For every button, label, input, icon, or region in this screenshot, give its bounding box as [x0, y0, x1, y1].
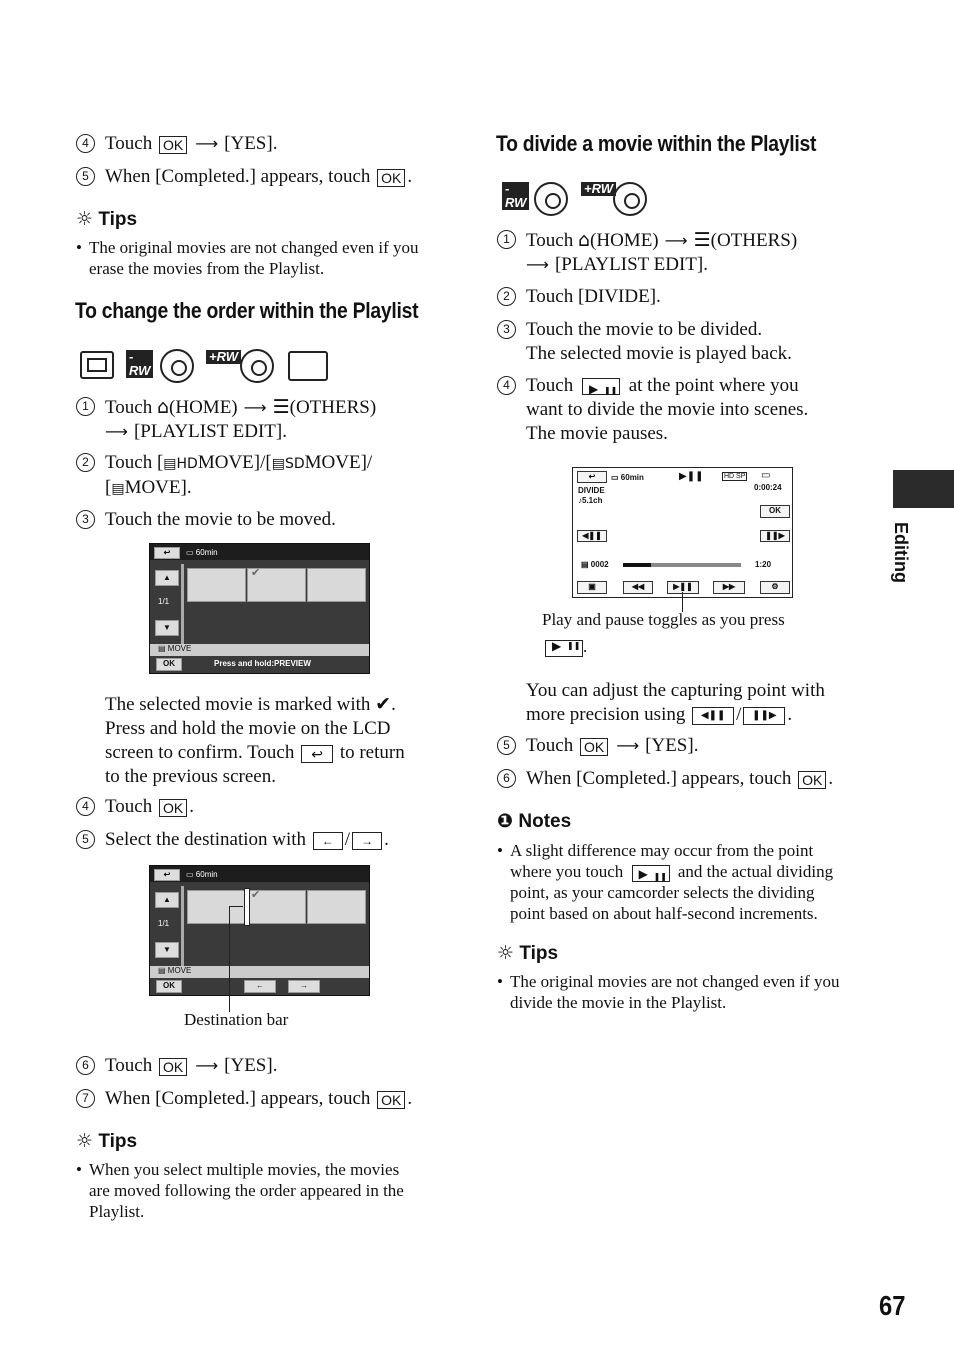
- frame-back-icon: ◀❚❚: [577, 530, 607, 542]
- tips-heading: ☼ Tips: [76, 208, 138, 230]
- card-movie-icon: ▤: [111, 481, 125, 497]
- menu-icon: ▣: [577, 581, 607, 594]
- scroll-up-icon: ▲: [155, 570, 179, 586]
- section-tab: [893, 470, 954, 508]
- arrow-right-icon: ⟶: [526, 255, 549, 274]
- rewind-icon: ◀◀: [623, 581, 653, 594]
- ok-key: OK: [377, 169, 405, 187]
- arrow-right-icon: ⟶: [243, 398, 267, 417]
- thumbnail-selected: [247, 890, 306, 924]
- ok-key: OK: [580, 738, 608, 756]
- return-icon: ↩: [154, 869, 180, 881]
- media-icon: ▭: [611, 473, 619, 482]
- lcd-play-pause-icon: ▶❚❚: [667, 581, 699, 594]
- media-icon: ▭: [186, 548, 194, 557]
- play-status-icon: ▶❚❚: [679, 471, 704, 482]
- destination-bar: [244, 888, 250, 926]
- battery-icon: ▭: [761, 470, 771, 481]
- leader-line: [682, 592, 683, 612]
- movie-icon: ▤: [581, 560, 589, 569]
- card-icon: [288, 351, 328, 381]
- lcd-screen-destination: ↩ ▭ 60min ▲ 1/1 ▼ ✔ ▤ MOVE OK ← →: [149, 865, 370, 996]
- rw-minus-label: -RW: [126, 350, 153, 378]
- memory-icon: [80, 351, 114, 379]
- check-icon: ✔: [251, 566, 261, 579]
- lightbulb-icon: ☼: [76, 1130, 94, 1152]
- others-icon: ☰: [272, 396, 290, 418]
- rw-minus-label: -RW: [502, 182, 529, 210]
- progress-fill: [623, 563, 651, 567]
- arrow-right-icon: ⟶: [195, 134, 219, 153]
- home-icon: ⌂: [577, 229, 591, 251]
- ok-key: OK: [798, 771, 826, 789]
- play-pause-icon: [545, 640, 583, 657]
- audio-icon: ♪: [578, 496, 582, 505]
- settings-icon: ⚙: [760, 581, 790, 594]
- battery-cap: ▭ 60min: [186, 870, 218, 879]
- section-title-divide: To divide a movie within the Playlist: [496, 131, 817, 156]
- frame-back-key-icon: ◀❚❚: [692, 707, 734, 725]
- check-icon: ✔: [251, 888, 261, 901]
- ok-key: OK: [377, 1091, 405, 1109]
- hd-movie-icon: ▤HD: [163, 456, 198, 472]
- left-arrow-key-icon: ←: [313, 832, 343, 850]
- return-key-icon: ↩: [301, 745, 333, 763]
- play-caption: Play and pause toggles as you press: [542, 610, 785, 629]
- return-icon: ↩: [577, 471, 607, 483]
- section-title-change-order: To change the order within the Playlist: [75, 298, 419, 323]
- play-pause-icon: [582, 378, 620, 395]
- lcd-screen-move-select: ↩ ▭ 60min ▲ 1/1 ▼ ✔ ▤ MOVE OK Press and hold:PREVIEW: [149, 543, 370, 674]
- frame-forward-key-icon: ❚❚▶: [743, 707, 785, 725]
- adjust-para: You can adjust the capturing point with more precision using ◀❚❚ / ❚❚▶ .: [526, 680, 825, 725]
- selected-para: The selected movie is marked with ✔. Press and hold the movie on the LCD screen to confirm. Touch ↩ to return to the previous screen.: [105, 693, 405, 787]
- lcd-left-arrow-icon: ←: [244, 980, 276, 993]
- leader-line: [229, 906, 230, 1012]
- thumbnail: [307, 890, 366, 924]
- fast-forward-icon: ▶▶: [713, 581, 745, 594]
- lcd-ok-button: OK: [156, 980, 182, 993]
- move-icon: ▤: [158, 644, 166, 653]
- scroll-down-icon: ▼: [155, 942, 179, 958]
- lcd-right-arrow-icon: →: [288, 980, 320, 993]
- destination-bar-caption: Destination bar: [184, 1010, 289, 1029]
- notes-icon: ❶: [497, 810, 514, 832]
- sd-movie-icon: ▤SD: [271, 456, 305, 472]
- leader-line: [229, 906, 243, 907]
- return-icon: ↩: [154, 547, 180, 559]
- play-pause-icon: [632, 865, 670, 882]
- lcd-screen-divide: ↩ ▭ 60min ▶❚❚ HD SP ▭ 0:00:24 DIVIDE ♪5.1ch OK ◀❚❚ ❚❚▶ ▤ 0002 1:20 ▣ ◀◀ ▶❚❚ ▶▶ ⚙: [572, 467, 793, 598]
- dvd-rw-minus-icon: [160, 349, 194, 383]
- lcd-ok-button: OK: [156, 658, 182, 671]
- dvd-rw-minus-icon: [534, 182, 568, 216]
- page-number: 67: [879, 1290, 906, 1321]
- ok-key: OK: [159, 1058, 187, 1076]
- battery-cap: ▭ 60min: [186, 548, 218, 557]
- checkmark-icon: ✔: [375, 693, 392, 715]
- thumbnail: [187, 890, 246, 924]
- ok-key: OK: [159, 136, 187, 154]
- rw-plus-label: +RW: [581, 182, 616, 196]
- tips-heading: ☼ Tips: [76, 1130, 138, 1152]
- dvd-rw-plus-icon: [613, 182, 647, 216]
- ok-key: OK: [159, 799, 187, 817]
- play-caption-key: ▶ ❚❚.: [545, 637, 587, 657]
- arrow-right-icon: ⟶: [195, 1056, 219, 1075]
- frame-forward-icon: ❚❚▶: [760, 530, 790, 542]
- rw-plus-label: +RW: [206, 350, 241, 364]
- quality-badge: HD SP: [724, 473, 746, 480]
- thumbnail: [187, 568, 246, 602]
- arrow-right-icon: ⟶: [664, 231, 688, 250]
- arrow-right-icon: ⟶: [616, 736, 640, 755]
- right-arrow-key-icon: →: [352, 832, 382, 850]
- lightbulb-icon: ☼: [76, 208, 94, 230]
- scroll-down-icon: ▼: [155, 620, 179, 636]
- move-icon: ▤: [158, 966, 166, 975]
- notes-heading: ❶ Notes: [497, 810, 572, 832]
- lightbulb-icon: ☼: [497, 942, 515, 964]
- scroll-up-icon: ▲: [155, 892, 179, 908]
- arrow-right-icon: ⟶: [105, 422, 128, 441]
- tips-heading: ☼ Tips: [497, 942, 559, 964]
- section-tab-label: Editing: [891, 522, 911, 583]
- thumbnail: [307, 568, 366, 602]
- home-icon: ⌂: [156, 396, 170, 418]
- others-icon: ☰: [693, 229, 711, 251]
- dvd-rw-plus-icon: [240, 349, 274, 383]
- lcd-ok-button: OK: [760, 505, 790, 518]
- media-icon: ▭: [186, 870, 194, 879]
- thumbnail-selected: [247, 568, 306, 602]
